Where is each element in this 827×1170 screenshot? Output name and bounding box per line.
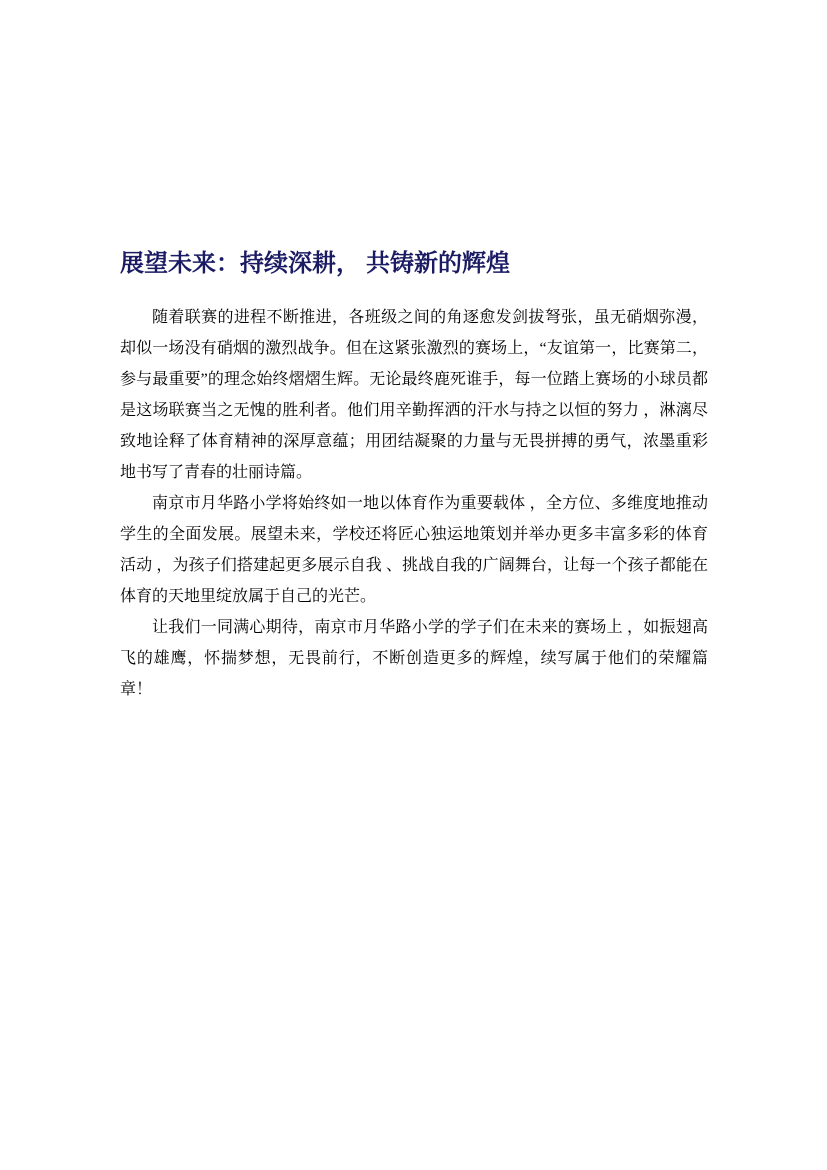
- document-title: 展望未来：持续深耕， 共铸新的辉煌: [120, 251, 510, 277]
- document-content: [120, 248, 708, 705]
- paragraph-school-outlook: 南京市月华路小学将始终如一地以体育作为重要载体 ，全方位、多维度地推动学生的全面发展。展望未来，学校还将匠心独运地策划并举办更多丰富多彩的体育活动 ，为孩子们搭建起更多展示自我 、挑战自我的广阔舞台，让每一个孩子都能在体育的天地里绽放属于自己的光芒。: [120, 495, 708, 605]
- paragraph-league-progress: 随着联赛的进程不断推进，各班级之间的角逐愈发剑拔弩张，虽无硝烟弥漫，却似一场没有硝烟的激烈战争。但在这紧张激烈的赛场上，“友谊第一，比赛第二，参与最重要”的理念始终熠熠生辉。无论最终鹿死谁手，每一位踏上赛场的小球员都是这场联赛当之无愧的胜利者。他们用辛勤挥洒的汗水与持之以恒的努力 ，淋漓尽致地诠释了体育精神的深厚意蕴；用团结凝聚的力量与无畏拼搏的勇气，浓墨重彩地书写了青春的壮丽诗篇。: [120, 309, 708, 481]
- paragraph-closing-expectation: 让我们一同满心期待，南京市月华路小学的学子们在未来的赛场上 ，如振翅高飞的雄鹰，怀揣梦想，无畏前行，不断创造更多的辉煌，续写属于他们的荣耀篇章！: [120, 619, 708, 698]
